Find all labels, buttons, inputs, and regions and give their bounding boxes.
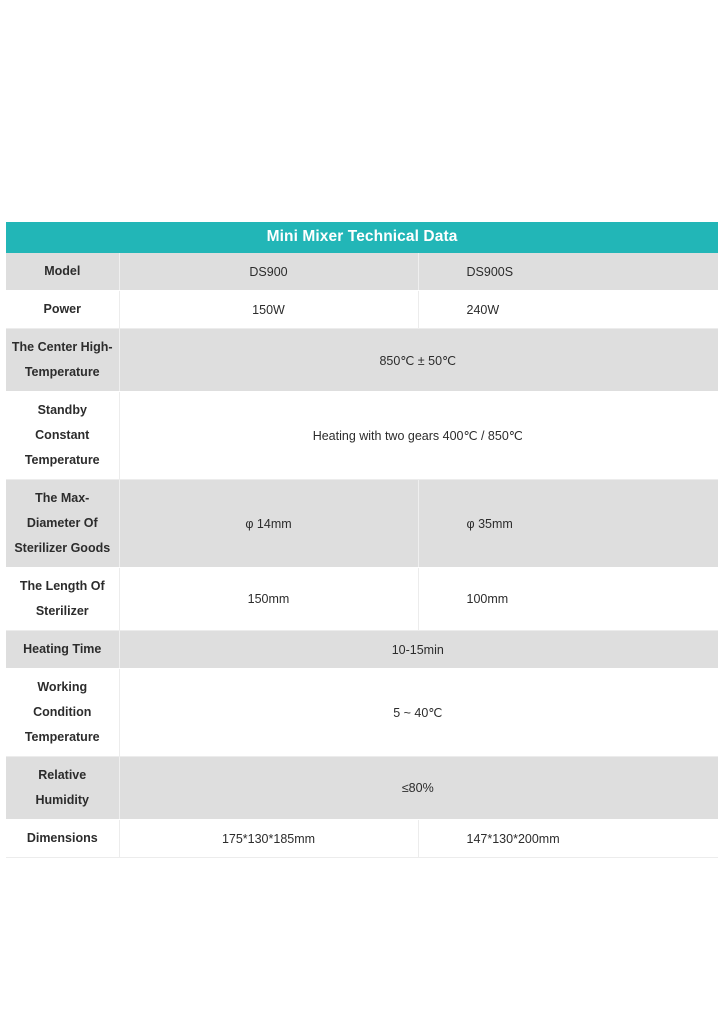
row-value-merged: Heating with two gears 400℃ / 850℃	[119, 392, 718, 480]
row-value-ds900s: 147*130*200mm	[418, 820, 718, 858]
row-value-ds900: φ 14mm	[119, 480, 418, 568]
row-label: The Center High-Temperature	[6, 329, 119, 392]
row-value-ds900s: 100mm	[418, 568, 718, 631]
row-value-ds900s: φ 35mm	[418, 480, 718, 568]
table-row	[6, 253, 718, 291]
row-label: Model	[6, 253, 119, 291]
table-row	[6, 480, 718, 568]
row-value-ds900: DS900	[119, 253, 418, 291]
row-value-merged: ≤80%	[119, 757, 718, 820]
table-body	[6, 253, 718, 858]
row-label: The Length Of Sterilizer	[6, 568, 119, 631]
table-row	[6, 820, 718, 858]
row-value-ds900: 150W	[119, 291, 418, 329]
technical-data-sheet	[6, 222, 718, 858]
row-value-merged: 850℃ ± 50℃	[119, 329, 718, 392]
table-row	[6, 568, 718, 631]
row-label: Dimensions	[6, 820, 119, 858]
table-title-row	[6, 222, 718, 253]
table-title: Mini Mixer Technical Data	[6, 222, 718, 253]
row-label: Relative Humidity	[6, 757, 119, 820]
row-label: Working Condition Temperature	[6, 669, 119, 757]
row-value-merged: 5 ~ 40℃	[119, 669, 718, 757]
table-row	[6, 757, 718, 820]
table-row	[6, 329, 718, 392]
table-row	[6, 631, 718, 669]
row-value-ds900: 150mm	[119, 568, 418, 631]
row-value-merged: 10-15min	[119, 631, 718, 669]
technical-data-table	[6, 222, 718, 858]
row-value-ds900s: DS900S	[418, 253, 718, 291]
row-label: The Max-Diameter Of Sterilizer Goods	[6, 480, 119, 568]
table-row	[6, 669, 718, 757]
row-value-ds900: 175*130*185mm	[119, 820, 418, 858]
row-label: Standby Constant Temperature	[6, 392, 119, 480]
table-row	[6, 392, 718, 480]
row-label: Power	[6, 291, 119, 329]
row-value-ds900s: 240W	[418, 291, 718, 329]
table-row	[6, 291, 718, 329]
row-label: Heating Time	[6, 631, 119, 669]
